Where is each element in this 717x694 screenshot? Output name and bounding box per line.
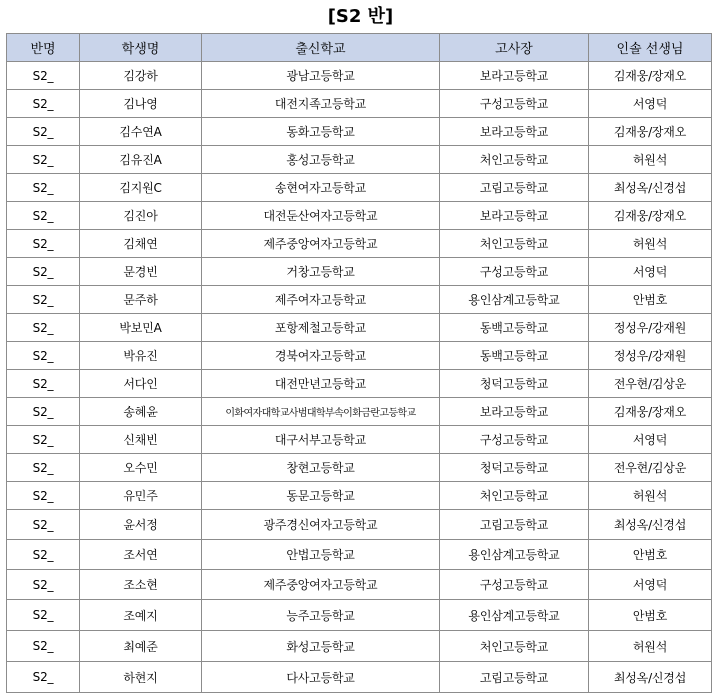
- table-row: [7, 454, 712, 482]
- table-row: [7, 62, 712, 90]
- origin-school-cell: 포항제철고등학교: [202, 314, 440, 342]
- student-name-cell: 서다인: [80, 370, 202, 398]
- table-row: [7, 662, 712, 693]
- teacher-cell: 허원석: [589, 631, 712, 662]
- student-name-cell: 김나영: [80, 90, 202, 118]
- teacher-cell: 서영덕: [589, 570, 712, 600]
- origin-school-cell: 이화여자대학교사범대학부속이화금란고등학교: [202, 398, 440, 426]
- header-origin-school: 출신학교: [202, 34, 440, 62]
- student-name-cell: 김지원C: [80, 174, 202, 202]
- origin-school-cell: 광주경신여자고등학교: [202, 510, 440, 540]
- origin-school-cell: 동화고등학교: [202, 118, 440, 146]
- exam-site-cell: 용인삼계고등학교: [440, 286, 589, 314]
- exam-site-cell: 보라고등학교: [440, 62, 589, 90]
- student-name-cell: 오수민: [80, 454, 202, 482]
- class-cell: S2_: [7, 62, 80, 90]
- student-name-cell: 조예지: [80, 600, 202, 631]
- table-row: [7, 426, 712, 454]
- class-cell: S2_: [7, 202, 80, 230]
- exam-site-cell: 보라고등학교: [440, 398, 589, 426]
- student-name-cell: 김유진A: [80, 146, 202, 174]
- exam-site-cell: 구성고등학교: [440, 258, 589, 286]
- teacher-cell: 전우현/김상운: [589, 370, 712, 398]
- origin-school-cell: 경북여자고등학교: [202, 342, 440, 370]
- table-row: [7, 342, 712, 370]
- teacher-cell: 정성우/강재원: [589, 342, 712, 370]
- origin-school-cell: 다사고등학교: [202, 662, 440, 693]
- student-name-cell: 송혜윤: [80, 398, 202, 426]
- table-row: [7, 286, 712, 314]
- table-row: [7, 398, 712, 426]
- table-row: [7, 202, 712, 230]
- origin-school-cell: 능주고등학교: [202, 600, 440, 631]
- student-name-cell: 윤서정: [80, 510, 202, 540]
- teacher-cell: 안범호: [589, 540, 712, 570]
- header-row: [7, 34, 712, 62]
- teacher-cell: 김재웅/장재오: [589, 398, 712, 426]
- table-body: [7, 62, 712, 693]
- student-name-cell: 조소현: [80, 570, 202, 600]
- exam-site-cell: 처인고등학교: [440, 230, 589, 258]
- class-cell: S2_: [7, 90, 80, 118]
- origin-school-cell: 화성고등학교: [202, 631, 440, 662]
- table-row: [7, 510, 712, 540]
- student-name-cell: 신채빈: [80, 426, 202, 454]
- teacher-cell: 서영덕: [589, 426, 712, 454]
- class-cell: S2_: [7, 258, 80, 286]
- teacher-cell: 서영덕: [589, 90, 712, 118]
- class-cell: S2_: [7, 118, 80, 146]
- table-row: [7, 146, 712, 174]
- class-cell: S2_: [7, 314, 80, 342]
- origin-school-cell: 홍성고등학교: [202, 146, 440, 174]
- origin-school-cell: 대구서부고등학교: [202, 426, 440, 454]
- origin-school-cell: 거창고등학교: [202, 258, 440, 286]
- exam-site-cell: 구성고등학교: [440, 426, 589, 454]
- table-row: [7, 482, 712, 510]
- table-row: [7, 258, 712, 286]
- table-row: [7, 314, 712, 342]
- origin-school-cell: 안법고등학교: [202, 540, 440, 570]
- origin-school-cell: 대전지족고등학교: [202, 90, 440, 118]
- origin-school-cell: 창현고등학교: [202, 454, 440, 482]
- teacher-cell: 안범호: [589, 600, 712, 631]
- student-name-cell: 박유진: [80, 342, 202, 370]
- class-cell: S2_: [7, 510, 80, 540]
- exam-site-cell: 용인삼계고등학교: [440, 540, 589, 570]
- table-row: [7, 570, 712, 600]
- exam-site-cell: 청덕고등학교: [440, 370, 589, 398]
- teacher-cell: 전우현/김상운: [589, 454, 712, 482]
- student-name-cell: 박보민A: [80, 314, 202, 342]
- exam-site-cell: 보라고등학교: [440, 202, 589, 230]
- class-cell: S2_: [7, 454, 80, 482]
- table-row: [7, 370, 712, 398]
- origin-school-cell: 제주여자고등학교: [202, 286, 440, 314]
- teacher-cell: 김재웅/장재오: [589, 118, 712, 146]
- exam-site-cell: 처인고등학교: [440, 146, 589, 174]
- class-cell: S2_: [7, 398, 80, 426]
- student-name-cell: 김강하: [80, 62, 202, 90]
- class-cell: S2_: [7, 540, 80, 570]
- header-class: 반명: [7, 34, 80, 62]
- student-name-cell: 하현지: [80, 662, 202, 693]
- class-cell: S2_: [7, 482, 80, 510]
- student-name-cell: 유민주: [80, 482, 202, 510]
- exam-site-cell: 보라고등학교: [440, 118, 589, 146]
- exam-site-cell: 고림고등학교: [440, 662, 589, 693]
- student-name-cell: 문주하: [80, 286, 202, 314]
- teacher-cell: 김재웅/장재오: [589, 62, 712, 90]
- origin-school-cell: 송현여자고등학교: [202, 174, 440, 202]
- student-name-cell: 김진아: [80, 202, 202, 230]
- table-row: [7, 174, 712, 202]
- exam-site-cell: 구성고등학교: [440, 90, 589, 118]
- student-name-cell: 문경빈: [80, 258, 202, 286]
- header-exam-site: 고사장: [440, 34, 589, 62]
- exam-site-cell: 고림고등학교: [440, 174, 589, 202]
- exam-site-cell: 고림고등학교: [440, 510, 589, 540]
- header-student-name: 학생명: [80, 34, 202, 62]
- student-name-cell: 조서연: [80, 540, 202, 570]
- table-row: [7, 230, 712, 258]
- teacher-cell: 최성옥/신경섭: [589, 662, 712, 693]
- table-row: [7, 90, 712, 118]
- class-cell: S2_: [7, 146, 80, 174]
- class-cell: S2_: [7, 600, 80, 631]
- table-row: [7, 631, 712, 662]
- origin-school-cell: 대전둔산여자고등학교: [202, 202, 440, 230]
- exam-site-cell: 구성고등학교: [440, 570, 589, 600]
- exam-site-cell: 처인고등학교: [440, 631, 589, 662]
- origin-school-cell: 대전만년고등학교: [202, 370, 440, 398]
- student-name-cell: 김채연: [80, 230, 202, 258]
- teacher-cell: 허원석: [589, 482, 712, 510]
- student-name-cell: 최예준: [80, 631, 202, 662]
- origin-school-cell: 동문고등학교: [202, 482, 440, 510]
- class-cell: S2_: [7, 174, 80, 202]
- origin-school-cell: 광남고등학교: [202, 62, 440, 90]
- origin-school-cell: 제주중앙여자고등학교: [202, 230, 440, 258]
- table-row: [7, 600, 712, 631]
- teacher-cell: 최성옥/신경섭: [589, 174, 712, 202]
- class-cell: S2_: [7, 631, 80, 662]
- exam-site-cell: 용인삼계고등학교: [440, 600, 589, 631]
- exam-site-cell: 처인고등학교: [440, 482, 589, 510]
- class-cell: S2_: [7, 230, 80, 258]
- class-cell: S2_: [7, 286, 80, 314]
- teacher-cell: 안범호: [589, 286, 712, 314]
- page-title: [S2 반]: [327, 6, 394, 27]
- teacher-cell: 허원석: [589, 146, 712, 174]
- teacher-cell: 김재웅/장재오: [589, 202, 712, 230]
- class-cell: S2_: [7, 370, 80, 398]
- teacher-cell: 허원석: [589, 230, 712, 258]
- exam-site-cell: 동백고등학교: [440, 342, 589, 370]
- teacher-cell: 정성우/강재원: [589, 314, 712, 342]
- class-cell: S2_: [7, 570, 80, 600]
- exam-site-cell: 청덕고등학교: [440, 454, 589, 482]
- header-teacher: 인솔 선생님: [589, 34, 712, 62]
- class-cell: S2_: [7, 662, 80, 693]
- table-row: [7, 540, 712, 570]
- teacher-cell: 서영덕: [589, 258, 712, 286]
- exam-site-cell: 동백고등학교: [440, 314, 589, 342]
- teacher-cell: 최성옥/신경섭: [589, 510, 712, 540]
- class-cell: S2_: [7, 342, 80, 370]
- table-row: [7, 118, 712, 146]
- origin-school-cell: 제주중앙여자고등학교: [202, 570, 440, 600]
- roster-table: [6, 33, 712, 693]
- class-cell: S2_: [7, 426, 80, 454]
- student-name-cell: 김수연A: [80, 118, 202, 146]
